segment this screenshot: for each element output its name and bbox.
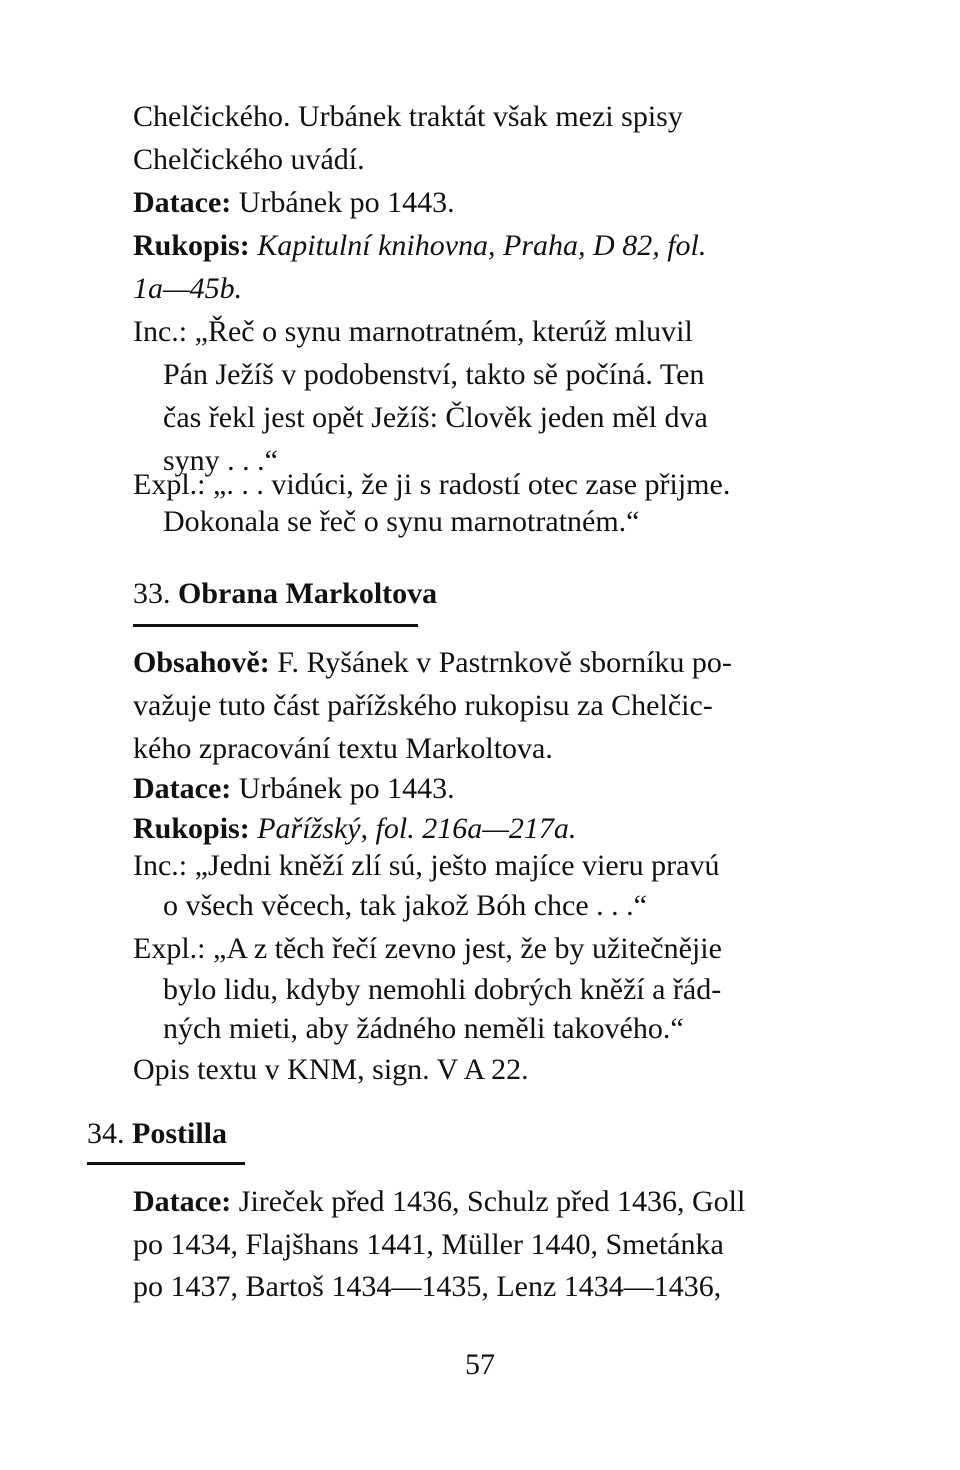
obsah-line [133, 643, 732, 683]
obsah-text-cont: kého zpracování textu Markoltova. [133, 732, 553, 765]
inc-text-cont: čas řekl jest opět Ježíš: Člověk jeden měl dva [163, 401, 708, 434]
rukopis-label: Rukopis: [133, 812, 250, 845]
text-line: Chelčického uvádí. [133, 143, 365, 176]
datace-label: Datace: [133, 1185, 232, 1218]
obsah-text: F. Ryšánek v Pastrnkově sborníku po- [277, 646, 732, 679]
section-heading-33 [133, 574, 437, 614]
text-line: Chelčického. Urbánek traktát však mezi spisy [133, 100, 683, 133]
rukopis-label: Rukopis: [133, 229, 250, 262]
section-heading-34 [87, 1114, 227, 1154]
datace-text-cont: po 1434, Flajšhans 1441, Müller 1440, Smetánka [133, 1228, 724, 1261]
datace-line [133, 183, 455, 223]
section-number: 34. [87, 1117, 125, 1150]
opis-line: Opis textu v KNM, sign. V A 22. [133, 1053, 529, 1086]
inc-text: „Řeč o synu marnotratném, kterúž mluvil [194, 315, 693, 348]
datace-text: Jireček před 1436, Schulz před 1436, Goll [238, 1185, 746, 1218]
inc-line [133, 846, 719, 886]
expl-text: „A z těch řečí zevno jest, že by užitečnějie [213, 932, 722, 965]
inc-label: Inc.: [133, 315, 188, 348]
expl-text-cont: bylo lidu, kdyby nemohli dobrých kněží a řád- [163, 973, 722, 1006]
inc-line [133, 312, 693, 352]
section-title: Postilla [132, 1117, 227, 1150]
section-rule [133, 624, 418, 627]
expl-text: „. . . vidúci, že ji s radostí otec zase přijme. [213, 468, 731, 501]
rukopis-text-cont: 1a—45b. [133, 272, 243, 305]
datace-text: Urbánek po 1443. [238, 186, 455, 219]
obsah-text-cont: važuje tuto část pařížského rukopisu za Chelčic- [133, 689, 713, 722]
datace-text-cont: po 1437, Bartoš 1434—1435, Lenz 1434—1436, [133, 1270, 722, 1303]
inc-text-cont: o všech věcech, tak jakož Bóh chce . . .“ [163, 889, 647, 922]
obsah-label: Obsahově: [133, 646, 270, 679]
expl-label: Expl.: [133, 468, 206, 501]
expl-line [133, 465, 730, 505]
inc-text-cont: Pán Ježíš v podobenství, takto sě počíná. Ten [163, 358, 705, 391]
section-number: 33. [133, 577, 171, 610]
datace-label: Datace: [133, 772, 232, 805]
datace-line [133, 1182, 745, 1222]
inc-text-cont: syny . . .“ [163, 444, 278, 477]
rukopis-text: Pařížský, fol. 216a—217a. [257, 812, 577, 845]
expl-label: Expl.: [133, 932, 206, 965]
expl-line [133, 929, 722, 969]
rukopis-line [133, 809, 576, 849]
expl-text-cont: ných mieti, aby žádného neměli takového.“ [163, 1012, 684, 1045]
section-rule [87, 1162, 245, 1165]
section-title: Obrana Markoltova [178, 577, 438, 610]
inc-label: Inc.: [133, 849, 188, 882]
rukopis-text: Kapitulní knihovna, Praha, D 82, fol. [257, 229, 707, 262]
expl-text-cont: Dokonala se řeč o synu marnotratném.“ [163, 505, 640, 538]
datace-text: Urbánek po 1443. [238, 772, 455, 805]
page-number: 57 [465, 1348, 495, 1381]
datace-line [133, 769, 455, 809]
rukopis-line [133, 226, 706, 266]
inc-text: „Jedni kněží zlí sú, ješto majíce vieru pravú [194, 849, 720, 882]
datace-label: Datace: [133, 186, 232, 219]
